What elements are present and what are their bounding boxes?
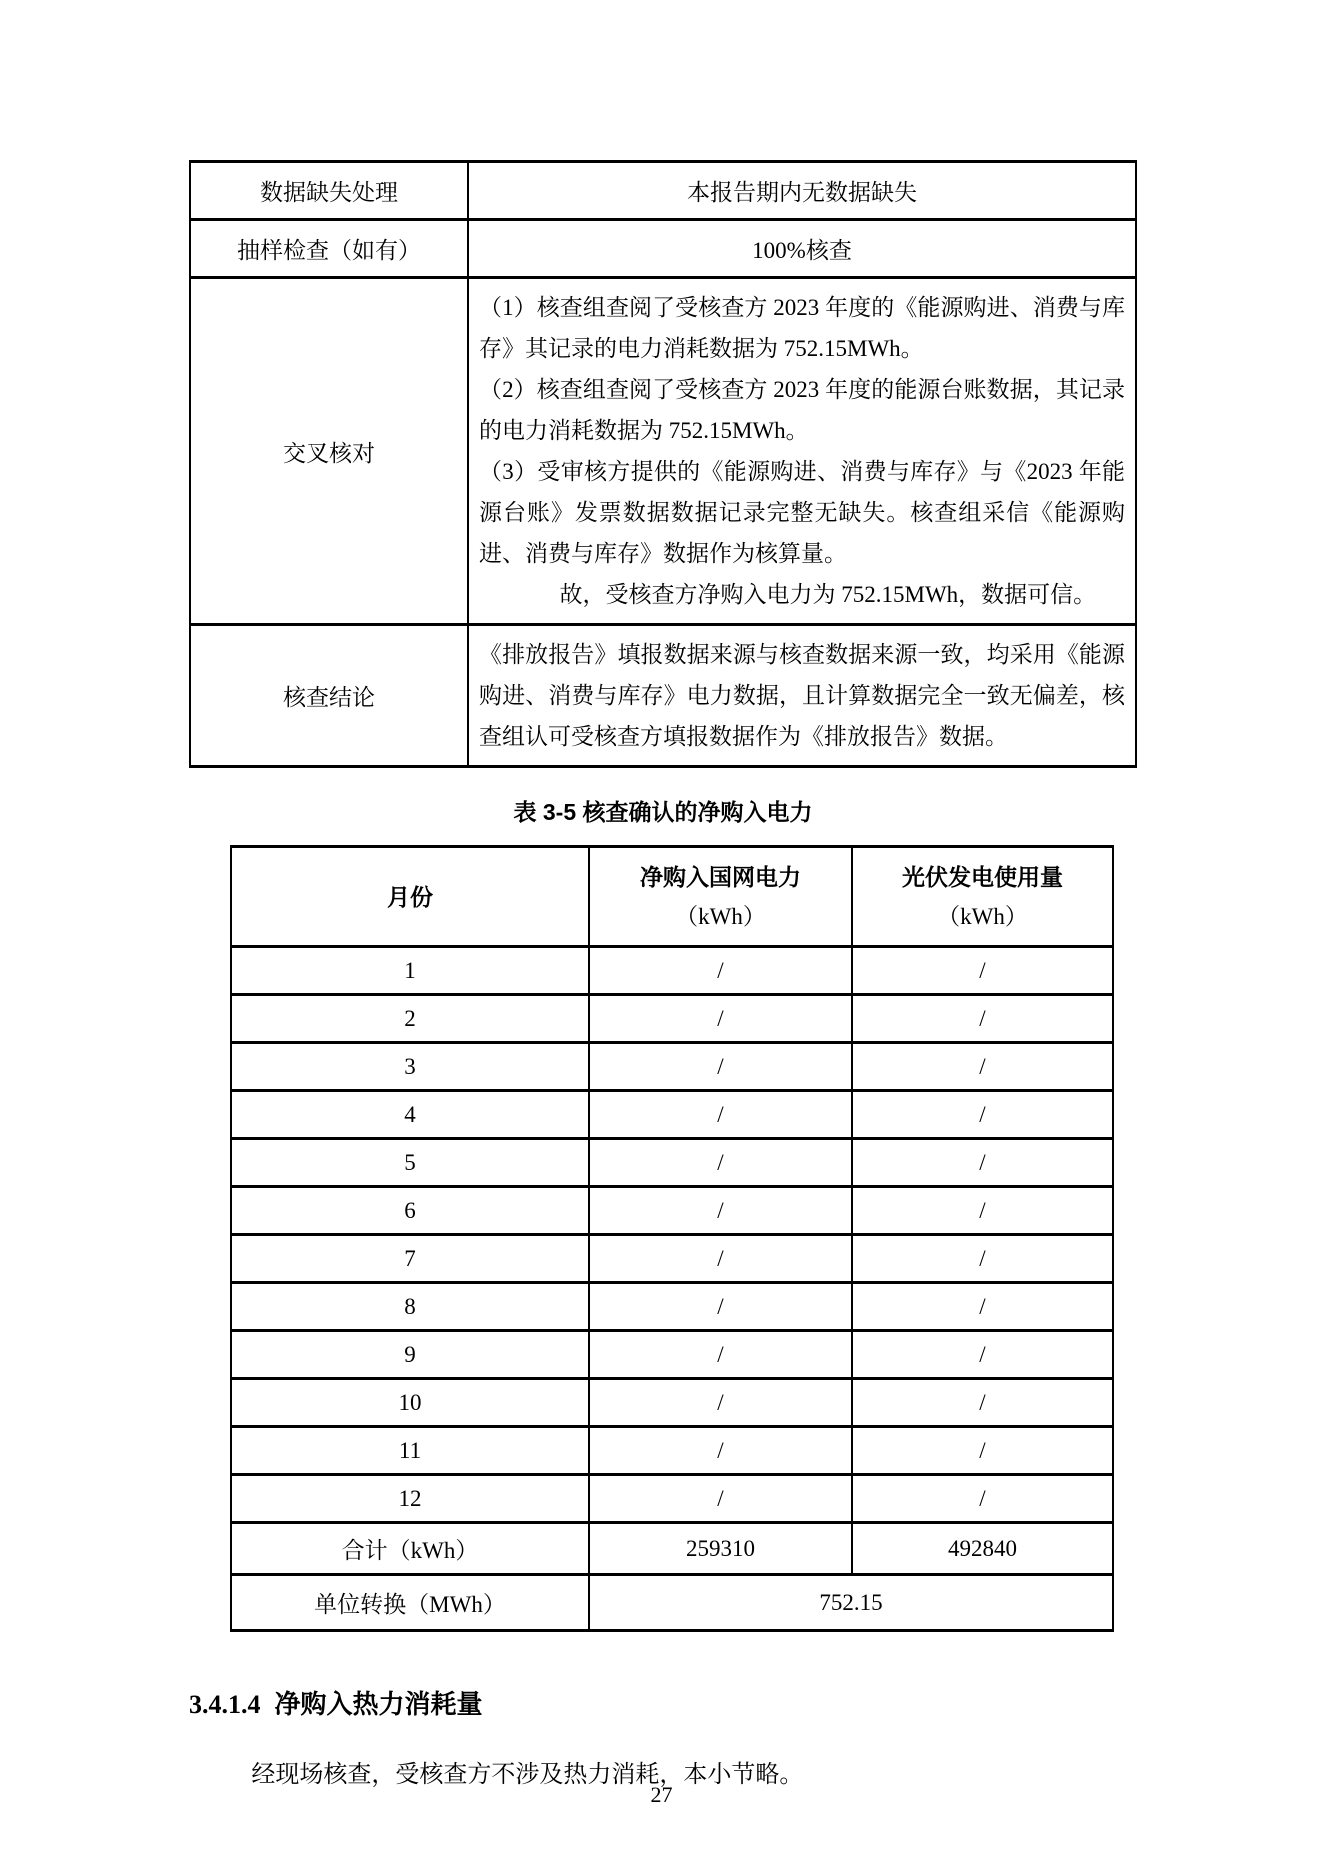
table-row-month	[231, 947, 1113, 995]
total-label-cell: 合计（kWh）	[231, 1523, 589, 1575]
verification-detail-table	[189, 160, 1137, 768]
table-row-total	[231, 1523, 1113, 1575]
table-row	[190, 278, 1136, 625]
table-row	[190, 625, 1136, 767]
pv-value-cell: /	[852, 1427, 1113, 1475]
column-header-grid-electricity	[589, 847, 852, 947]
cross-check-paragraph-4: 故，受核查方净购入电力为 752.15MWh，数据可信。	[559, 582, 1097, 607]
cross-check-paragraph-2: （2）核查组查阅了受核查方 2023 年度的能源台账数据，其记录的电力消耗数据为 752.15MWh。	[479, 377, 1125, 443]
table-row-month	[231, 1091, 1113, 1139]
month-cell: 8	[231, 1283, 589, 1331]
page-number: 27	[650, 1782, 673, 1807]
cross-check-paragraph-3: （3）受审核方提供的《能源购进、消费与库存》与《2023 年能源台账》发票数据数据记录完整无缺失。核查组采信《能源购进、消费与库存》数据作为核算量。	[479, 459, 1125, 566]
pv-value-cell: /	[852, 1091, 1113, 1139]
grid-value-cell: /	[589, 1283, 852, 1331]
grid-value-cell: /	[589, 1091, 852, 1139]
month-cell: 11	[231, 1427, 589, 1475]
table-row-month	[231, 1427, 1113, 1475]
grid-value-cell: /	[589, 1235, 852, 1283]
section-number: 3.4.1.4	[189, 1690, 261, 1719]
row-label-sampling-check: 抽样检查（如有）	[190, 220, 468, 278]
table-row-month	[231, 1187, 1113, 1235]
month-cell: 4	[231, 1091, 589, 1139]
table-row-month	[231, 1283, 1113, 1331]
pv-value-cell: /	[852, 995, 1113, 1043]
pv-value-cell: /	[852, 1475, 1113, 1523]
month-cell: 6	[231, 1187, 589, 1235]
table-header-row	[231, 847, 1113, 947]
table-row	[190, 162, 1136, 220]
cross-check-paragraph-1: （1）核查组查阅了受核查方 2023 年度的《能源购进、消费与库存》其记录的电力消耗数据为 752.15MWh。	[479, 295, 1125, 361]
table-row-month	[231, 1379, 1113, 1427]
pv-value-cell: /	[852, 1139, 1113, 1187]
table-row-month	[231, 1331, 1113, 1379]
column-header-grid-unit: （kWh）	[675, 903, 766, 929]
pv-value-cell: /	[852, 1331, 1113, 1379]
table-row-month	[231, 1475, 1113, 1523]
sampling-check-value: 100%核查	[468, 220, 1136, 278]
grid-value-cell: /	[589, 1331, 852, 1379]
row-label-missing-data: 数据缺失处理	[190, 162, 468, 220]
table-row-month	[231, 1043, 1113, 1091]
body-paragraph: 经现场核查，受核查方不涉及热力消耗，本小节略。	[251, 1762, 804, 1788]
pv-value-cell: /	[852, 947, 1113, 995]
pv-value-cell: /	[852, 1235, 1113, 1283]
conclusion-paragraph: 《排放报告》填报数据来源与核查数据来源一致，均采用《能源购进、消费与库存》电力数据，且计算数据完全一致无偏差，核查组认可受核查方填报数据作为《排放报告》数据。	[479, 642, 1125, 749]
column-header-month	[231, 847, 589, 947]
total-pv-cell: 492840	[852, 1523, 1113, 1575]
cross-check-content	[468, 278, 1136, 625]
total-grid-cell: 259310	[589, 1523, 852, 1575]
page-content	[189, 0, 1137, 1793]
month-cell: 3	[231, 1043, 589, 1091]
month-cell: 2	[231, 995, 589, 1043]
section-title: 净购入热力消耗量	[274, 1689, 483, 1719]
month-cell: 5	[231, 1139, 589, 1187]
pv-value-cell: /	[852, 1187, 1113, 1235]
grid-value-cell: /	[589, 1427, 852, 1475]
pv-value-cell: /	[852, 1283, 1113, 1331]
pv-value-cell: /	[852, 1043, 1113, 1091]
grid-value-cell: /	[589, 1379, 852, 1427]
month-cell: 9	[231, 1331, 589, 1379]
net-purchased-electricity-table	[230, 845, 1114, 1632]
column-header-month-label: 月份	[387, 883, 433, 910]
missing-data-value: 本报告期内无数据缺失	[468, 162, 1136, 220]
table-row-conversion	[231, 1575, 1113, 1631]
table-row-month	[231, 1139, 1113, 1187]
row-label-conclusion: 核查结论	[190, 625, 468, 767]
grid-value-cell: /	[589, 1043, 852, 1091]
column-header-grid-title: 净购入国网电力	[640, 863, 801, 890]
month-cell: 10	[231, 1379, 589, 1427]
pv-value-cell: /	[852, 1379, 1113, 1427]
column-header-pv-usage	[852, 847, 1113, 947]
grid-value-cell: /	[589, 1139, 852, 1187]
grid-value-cell: /	[589, 1475, 852, 1523]
month-cell: 1	[231, 947, 589, 995]
table-caption: 表 3-5 核查确认的净购入电力	[513, 799, 813, 825]
conclusion-content	[468, 625, 1136, 767]
column-header-pv-title: 光伏发电使用量	[902, 863, 1063, 890]
grid-value-cell: /	[589, 995, 852, 1043]
conversion-label-cell: 单位转换（MWh）	[231, 1575, 589, 1631]
grid-value-cell: /	[589, 1187, 852, 1235]
table-row-month	[231, 1235, 1113, 1283]
table-row-month	[231, 995, 1113, 1043]
column-header-pv-unit: （kWh）	[937, 903, 1028, 929]
conversion-value-cell: 752.15	[589, 1575, 1113, 1631]
table-row	[190, 220, 1136, 278]
row-label-cross-check: 交叉核对	[190, 278, 468, 625]
grid-value-cell: /	[589, 947, 852, 995]
month-cell: 7	[231, 1235, 589, 1283]
month-cell: 12	[231, 1475, 589, 1523]
section-heading	[189, 1684, 1137, 1721]
